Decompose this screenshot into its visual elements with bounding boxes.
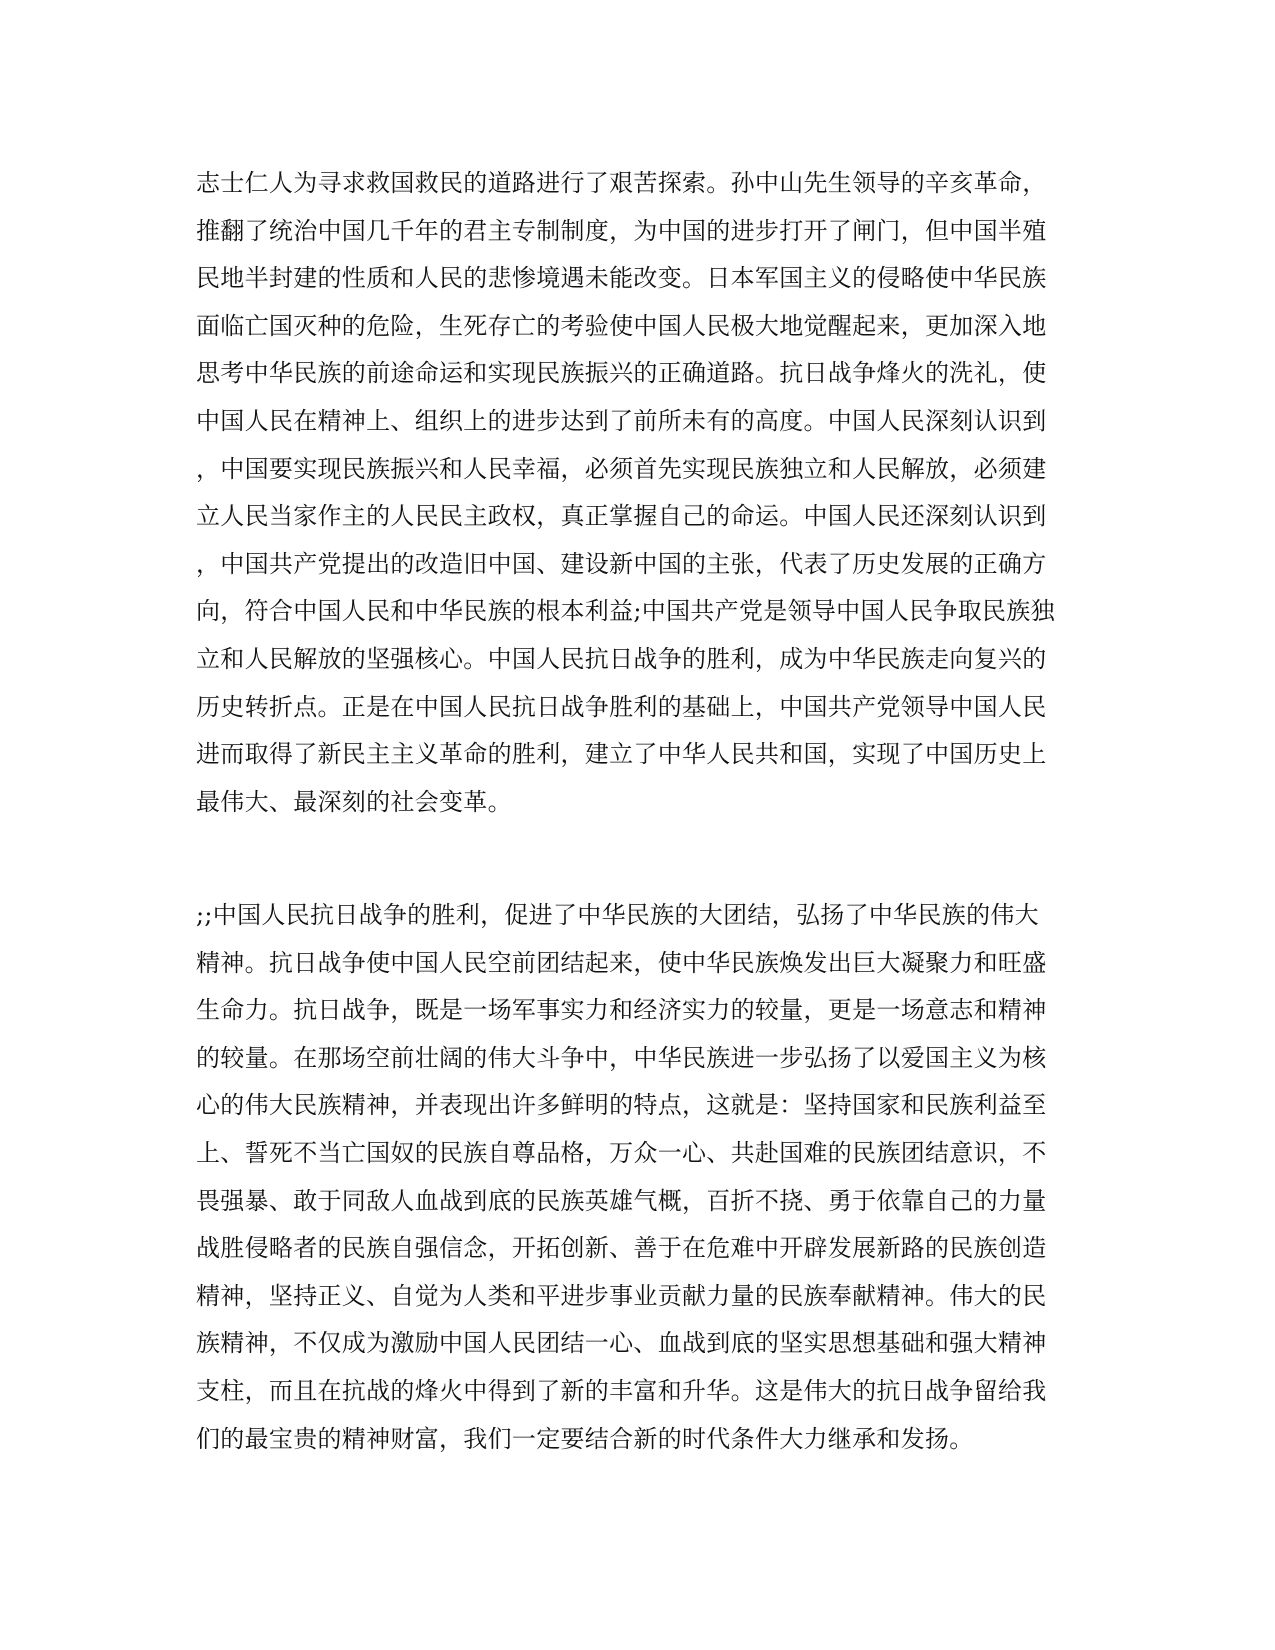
text-line: 进而取得了新民主主义革命的胜利，建立了中华人民共和国，实现了中国历史上 [196,740,1047,769]
text-line: 推翻了统治中国几千年的君主专制制度，为中国的进步打开了闸门，但中国半殖 [196,216,1047,245]
text-line: 上、誓死不当亡国奴的民族自尊品格，万众一心、共赴国难的民族团结意识，不 [196,1138,1047,1167]
text-line: 立和人民解放的坚强核心。中国人民抗日战争的胜利，成为中华民族走向复兴的 [196,644,1047,673]
text-line: ，中国共产党提出的改造旧中国、建设新中国的主张，代表了历史发展的正确方 [196,549,1047,578]
text-line: 志士仁人为寻求救国救民的道路进行了艰苦探索。孙中山先生领导的辛亥革命， [196,169,1047,197]
text-line: 中国人民在精神上、组织上的进步达到了前所未有的高度。中国人民深刻认识到 [196,406,1047,435]
text-line: 向，符合中国人民和中华民族的根本利益;中国共产党是领导中国人民争取民族独 [196,597,1055,626]
text-line: 们的最宝贵的精神财富，我们一定要结合新的时代条件大力继承和发扬。 [196,1424,974,1453]
text-line: 的较量。在那场空前壮阔的伟大斗争中，中华民族进一步弘扬了以爱国主义为核 [196,1043,1047,1072]
text-line: ;;中国人民抗日战争的胜利，促进了中华民族的大团结，弘扬了中华民族的伟大 [196,901,1039,929]
text-line: 精神，坚持正义、自觉为人类和平进步事业贡献力量的民族奉献精神。伟大的民 [196,1281,1047,1310]
text-line: 心的伟大民族精神，并表现出许多鲜明的特点，这就是：坚持国家和民族利益至 [196,1091,1047,1120]
text-line: 历史转折点。正是在中国人民抗日战争胜利的基础上，中国共产党领导中国人民 [196,692,1047,721]
text-line: 立人民当家作主的人民民主政权，真正掌握自己的命运。中国人民还深刻认识到 [196,502,1047,531]
paragraph-2 [196,892,1076,1463]
text-line: 族精神，不仅成为激励中国人民团结一心、血战到底的坚实思想基础和强大精神 [196,1329,1047,1358]
text-line: 面临亡国灭种的危险，生死存亡的考验使中国人民极大地觉醒起来，更加深入地 [196,311,1047,340]
text-line: ，中国要实现民族振兴和人民幸福，必须首先实现民族独立和人民解放，必须建 [196,454,1047,483]
text-line: 精神。抗日战争使中国人民空前团结起来，使中华民族焕发出巨大凝聚力和旺盛 [196,948,1047,977]
text-line: 畏强暴、敢于同敌人血战到底的民族英雄气概，百折不挠、勇于依靠自己的力量 [196,1186,1047,1215]
text-line: 民地半封建的性质和人民的悲惨境遇未能改变。日本军国主义的侵略使中华民族 [196,264,1047,293]
text-line: 生命力。抗日战争，既是一场军事实力和经济实力的较量，更是一场意志和精神 [196,996,1047,1025]
text-line: 战胜侵略者的民族自强信念，开拓创新、善于在危难中开辟发展新路的民族创造 [196,1234,1047,1263]
paragraph-1 [196,160,1076,826]
text-line: 思考中华民族的前途命运和实现民族振兴的正确道路。抗日战争烽火的洗礼，使 [196,359,1047,388]
text-line: 支柱，而且在抗战的烽火中得到了新的丰富和升华。这是伟大的抗日战争留给我 [196,1376,1047,1405]
text-line: 最伟大、最深刻的社会变革。 [196,787,512,816]
